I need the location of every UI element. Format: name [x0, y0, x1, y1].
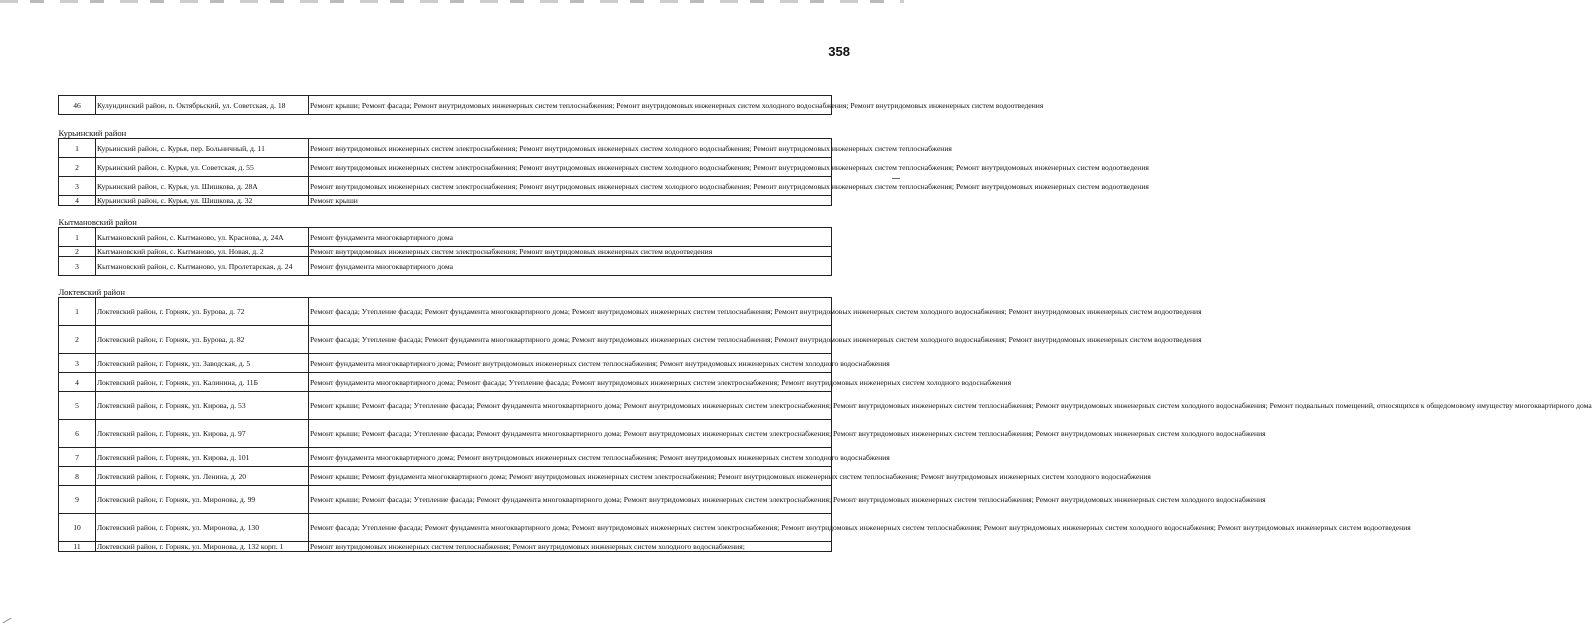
district-title: Кытмановский район [59, 206, 832, 228]
row-address: Локтевский район, г. Горняк, ул. Кирова, д. 101 [96, 448, 309, 467]
table-row [59, 448, 832, 467]
table-row [59, 158, 832, 177]
row-number: 1 [59, 139, 96, 158]
row-works: Ремонт внутридомовых инженерных систем теплоснабжения; Ремонт внутридомовых инженерных систем холодного водоснабжения; [309, 542, 832, 552]
row-works: Ремонт крыши; Ремонт фасада; Утепление фасада; Ремонт фундамента многоквартирного дома; Ремонт внутридомовых инженерных систем электроснабжения; Ремонт внутридомовых инженерных систем теплоснабжения; Ремонт внутридомовых инженерных систем холодного водоснабжения [309, 420, 832, 448]
row-number: 11 [59, 542, 96, 552]
row-works: Ремонт фундамента многоквартирного дома; Ремонт фасада; Утепление фасада; Ремонт внутридомовых инженерных систем электроснабжения; Ремонт внутридомовых инженерных систем холодного водоснабжения [309, 373, 832, 392]
row-number: 2 [59, 326, 96, 354]
table-body [58, 96, 1592, 552]
row-number: 2 [59, 158, 96, 177]
margin-mark [892, 178, 900, 179]
district-header [59, 276, 832, 298]
row-number: 46 [59, 96, 96, 115]
row-number: 9 [59, 486, 96, 514]
row-address: Курьинский район, с. Курья, ул. Шишкова, д. 28А [96, 177, 309, 196]
row-number: 3 [59, 177, 96, 196]
row-number: 3 [59, 354, 96, 373]
row-works: Ремонт внутридомовых инженерных систем электроснабжения; Ремонт внутридомовых инженерных систем холодного водоснабжения; Ремонт внутридомовых инженерных систем теплоснабжения [309, 139, 832, 158]
row-number: 4 [59, 373, 96, 392]
district-title: Курьинский район [59, 115, 832, 139]
table-row [59, 542, 832, 552]
row-works: Ремонт внутридомовых инженерных систем электроснабжения; Ремонт внутридомовых инженерных систем водоотведения [309, 247, 832, 257]
table-row [59, 177, 832, 196]
row-works: Ремонт фасада; Утепление фасада; Ремонт фундамента многоквартирного дома; Ремонт внутридомовых инженерных систем теплоснабжения; Ремонт внутридомовых инженерных систем холодного водоснабжения; Ремонт внутридомовых инженерных систем водоотведения [309, 298, 832, 326]
table-row [59, 420, 832, 448]
row-address: Локтевский район, г. Горняк, ул. Миронова, д. 130 [96, 514, 309, 542]
table-row [59, 96, 832, 115]
row-number: 8 [59, 467, 96, 486]
table-row [59, 373, 832, 392]
table-row [59, 247, 832, 257]
row-number: 1 [59, 228, 96, 247]
row-address: Локтевский район, г. Горняк, ул. Ленина, д. 20 [96, 467, 309, 486]
row-number: 2 [59, 247, 96, 257]
row-address: Кытмановский район, с. Кытманово, ул. Пролетарская, д. 24 [96, 257, 309, 276]
repair-works-table [58, 95, 1592, 552]
table-row [59, 298, 832, 326]
row-works: Ремонт крыши [309, 196, 832, 206]
corner-mark [2, 618, 11, 624]
row-works: Ремонт фасада; Утепление фасада; Ремонт фундамента многоквартирного дома; Ремонт внутридомовых инженерных систем электроснабжения; Ремонт внутридомовых инженерных систем теплоснабжения; Ремонт внутридомовых инженерных систем холодного водоснабжения; Ремонт внутридомовых инженерных систем водоотведения [309, 514, 832, 542]
table-row [59, 196, 832, 206]
row-address: Локтевский район, г. Горняк, ул. Калинина, д. 11Б [96, 373, 309, 392]
row-address: Локтевский район, г. Горняк, ул. Заводская, д. 5 [96, 354, 309, 373]
row-works: Ремонт внутридомовых инженерных систем электроснабжения; Ремонт внутридомовых инженерных систем холодного водоснабжения; Ремонт внутридомовых инженерных систем теплоснабжения; Ремонт внутридомовых инженерных систем водоотведения [309, 158, 832, 177]
row-address: Кытмановский район, с. Кытманово, ул. Краснова, д. 24А [96, 228, 309, 247]
table-row [59, 392, 832, 420]
table-row [59, 326, 832, 354]
row-works: Ремонт крыши; Ремонт фундамента многоквартирного дома; Ремонт внутридомовых инженерных систем электроснабжения; Ремонт внутридомовых инженерных систем теплоснабжения; Ремонт внутридомовых инженерных систем холодного водоснабжения [309, 467, 832, 486]
row-works: Ремонт фундамента многоквартирного дома; Ремонт внутридомовых инженерных систем теплоснабжения; Ремонт внутридомовых инженерных систем холодного водоснабжения [309, 354, 832, 373]
row-address: Курьинский район, с. Курья, ул. Советская, д. 55 [96, 158, 309, 177]
table-row [59, 228, 832, 247]
row-works: Ремонт фундамента многоквартирного дома [309, 228, 832, 247]
row-address: Курьинский район, с. Курья, пер. Больничный, д. 11 [96, 139, 309, 158]
row-address: Локтевский район, г. Горняк, ул. Миронова, д. 132 корп. 1 [96, 542, 309, 552]
page-number: 358 [828, 44, 850, 59]
row-works: Ремонт крыши; Ремонт фасада; Ремонт внутридомовых инженерных систем теплоснабжения; Ремонт внутридомовых инженерных систем холодного водоснабжения; Ремонт внутридомовых инженерных систем водоотведения [309, 96, 832, 115]
row-address: Локтевский район, г. Горняк, ул. Бурова, д. 72 [96, 298, 309, 326]
row-number: 5 [59, 392, 96, 420]
row-works: Ремонт фасада; Утепление фасада; Ремонт фундамента многоквартирного дома; Ремонт внутридомовых инженерных систем теплоснабжения; Ремонт внутридомовых инженерных систем холодного водоснабжения; Ремонт внутридомовых инженерных систем водоотведения [309, 326, 832, 354]
scan-edge-artifact [0, 0, 904, 3]
row-address: Локтевский район, г. Горняк, ул. Миронова, д. 99 [96, 486, 309, 514]
row-address: Локтевский район, г. Горняк, ул. Бурова, д. 82 [96, 326, 309, 354]
row-works: Ремонт внутридомовых инженерных систем электроснабжения; Ремонт внутридомовых инженерных систем холодного водоснабжения; Ремонт внутридомовых инженерных систем теплоснабжения; Ремонт внутридомовых инженерных систем водоотведения [309, 177, 832, 196]
row-address: Кытмановский район, с. Кытманово, ул. Новая, д. 2 [96, 247, 309, 257]
row-address: Локтевский район, г. Горняк, ул. Кирова, д. 97 [96, 420, 309, 448]
row-number: 7 [59, 448, 96, 467]
row-works: Ремонт крыши; Ремонт фасада; Утепление фасада; Ремонт фундамента многоквартирного дома; Ремонт внутридомовых инженерных систем электроснабжения; Ремонт внутридомовых инженерных систем теплоснабжения; Ремонт внутридомовых инженерных систем холодного водоснабжения; Ремонт подвальных помещений, относящихся к общедомовому имуществу многоквартирного дома [309, 392, 832, 420]
row-works: Ремонт фундамента многоквартирного дома; Ремонт внутридомовых инженерных систем теплоснабжения; Ремонт внутридомовых инженерных систем холодного водоснабжения [309, 448, 832, 467]
row-address: Локтевский район, г. Горняк, ул. Кирова, д. 53 [96, 392, 309, 420]
table-row [59, 467, 832, 486]
row-works: Ремонт крыши; Ремонт фасада; Утепление фасада; Ремонт фундамента многоквартирного дома; Ремонт внутридомовых инженерных систем электроснабжения; Ремонт внутридомовых инженерных систем теплоснабжения; Ремонт внутридомовых инженерных систем холодного водоснабжения [309, 486, 832, 514]
district-title: Локтевский район [59, 276, 832, 298]
table-row [59, 486, 832, 514]
row-number: 6 [59, 420, 96, 448]
row-number: 10 [59, 514, 96, 542]
row-works: Ремонт фундамента многоквартирного дома [309, 257, 832, 276]
district-header [59, 206, 832, 228]
table-row [59, 139, 832, 158]
row-address: Курьинский район, с. Курья, ул. Шишкова, д. 32 [96, 196, 309, 206]
row-number: 4 [59, 196, 96, 206]
table-row [59, 354, 832, 373]
table-row [59, 257, 832, 276]
row-number: 1 [59, 298, 96, 326]
row-address: Кулундинский район, п. Октябрьский, ул. Советская, д. 18 [96, 96, 309, 115]
row-number: 3 [59, 257, 96, 276]
district-header [59, 115, 832, 139]
table-row [59, 514, 832, 542]
